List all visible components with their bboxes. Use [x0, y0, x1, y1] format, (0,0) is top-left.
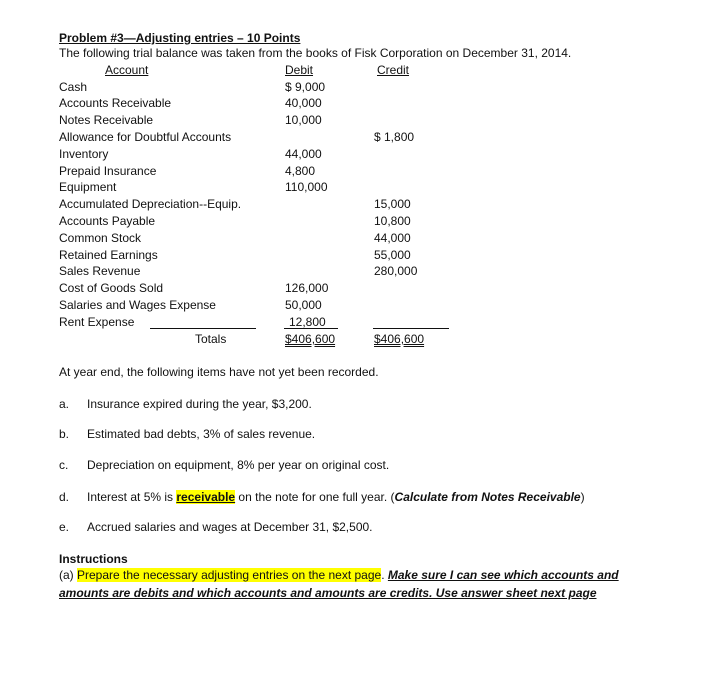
account-name: Equipment	[59, 180, 117, 194]
credit-amount: 10,800	[374, 214, 411, 228]
credit-total-rule	[373, 328, 449, 329]
item-letter: c.	[59, 458, 69, 472]
instructions-prefix: (a)	[59, 568, 77, 582]
debit-amount: 10,000	[285, 113, 322, 127]
problem-title: Problem #3—Adjusting entries – 10 Points	[59, 31, 301, 45]
account-name: Accounts Payable	[59, 214, 156, 228]
credit-total: $406,600	[374, 332, 425, 346]
account-name: Accumulated Depreciation--Equip.	[59, 197, 242, 211]
emphasis-text: Make sure I can see which accounts and	[387, 568, 619, 582]
list-item	[59, 458, 389, 472]
debit-amount: 126,000	[285, 281, 329, 295]
emphasis-text: Calculate from Notes Receivable	[394, 490, 581, 504]
header-debit: Debit	[285, 63, 314, 77]
item-letter: d.	[59, 490, 70, 504]
item-text: Insurance expired during the year, $3,200.	[87, 397, 312, 411]
account-name: Inventory	[59, 147, 109, 161]
instructions-line-b	[59, 586, 597, 600]
highlighted-instruction: Prepare the necessary adjusting entries on the next page	[77, 568, 382, 582]
credit-amount: $ 1,800	[374, 130, 415, 144]
account-name: Common Stock	[59, 231, 142, 245]
item-text: Interest at 5% is	[87, 490, 177, 504]
credit-amount: 280,000	[374, 264, 418, 278]
account-name: Allowance for Doubtful Accounts	[59, 130, 232, 144]
item-text: on the note for one full year. (	[235, 490, 395, 504]
totals-label: Totals	[195, 332, 227, 346]
list-item	[59, 520, 373, 534]
item-letter: e.	[59, 520, 70, 534]
account-name: Sales Revenue	[59, 264, 141, 278]
item-letter: a.	[59, 397, 70, 411]
account-name: Accounts Receivable	[59, 96, 172, 110]
account-name: Cash	[59, 80, 88, 94]
debit-amount: 40,000	[285, 96, 322, 110]
instructions-separator: .	[381, 568, 388, 582]
debit-amount: 110,000	[285, 180, 328, 194]
header-credit: Credit	[377, 63, 410, 77]
item-text: Depreciation on equipment, 8% per year on original cost.	[87, 458, 390, 472]
list-item	[59, 490, 585, 504]
instructions-line-a	[59, 568, 619, 582]
credit-amount: 44,000	[374, 231, 411, 245]
debit-amount: 4,800	[285, 164, 316, 178]
account-name: Notes Receivable	[59, 113, 154, 127]
item-letter: b.	[59, 427, 70, 441]
account-name: Rent Expense	[59, 315, 135, 329]
instructions-title: Instructions	[59, 552, 128, 566]
account-name: Retained Earnings	[59, 248, 158, 262]
account-name: Prepaid Insurance	[59, 164, 157, 178]
item-text: )	[580, 490, 585, 504]
list-item	[59, 427, 315, 441]
year-end-note: At year end, the following items have not yet been recorded.	[59, 365, 379, 379]
credit-amount: 55,000	[374, 248, 411, 262]
debit-amount: $ 9,000	[285, 80, 326, 94]
item-text: Estimated bad debts, 3% of sales revenue.	[87, 427, 316, 441]
rent-underline	[150, 328, 256, 329]
header-account: Account	[105, 63, 149, 77]
credit-amount: 15,000	[374, 197, 411, 211]
highlighted-word: receivable	[176, 490, 236, 504]
item-text: Accrued salaries and wages at December 31, $2,500.	[87, 520, 373, 534]
intro-text: The following trial balance was taken from the books of Fisk Corporation on December 31, 2014.	[59, 46, 572, 60]
debit-total: $406,600	[285, 332, 336, 346]
debit-amount: 44,000	[285, 147, 322, 161]
debit-amount: 12,800	[289, 315, 326, 329]
account-name: Salaries and Wages Expense	[59, 298, 216, 312]
account-name: Cost of Goods Sold	[59, 281, 164, 295]
debit-total-rule	[284, 328, 338, 329]
emphasis-text: amounts are debits and which accounts and amounts are credits. Use answer sheet next page	[59, 586, 597, 600]
debit-amount: 50,000	[285, 298, 322, 312]
list-item	[59, 397, 312, 411]
